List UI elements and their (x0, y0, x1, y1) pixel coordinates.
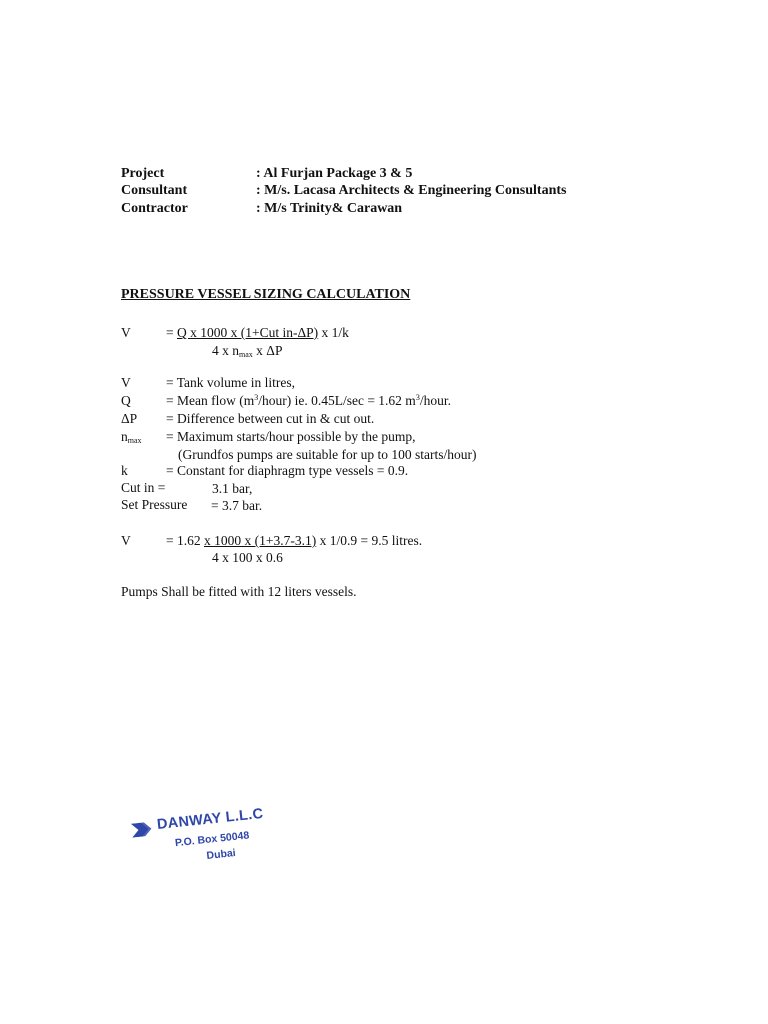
calc-pre: = 1.62 (166, 533, 204, 548)
formula-denominator-sub: max (239, 350, 253, 359)
def-text-q-pre: = Mean flow (m (166, 393, 255, 408)
def-text-q (166, 393, 451, 409)
calc-numerator: x 1000 x (1+3.7-3.1) (204, 533, 317, 548)
calc-symbol: V (121, 533, 131, 548)
conclusion-text: Pumps Shall be fitted with 12 liters vessels. (121, 584, 357, 599)
formula-line (166, 324, 349, 341)
def-symbol-v: V (121, 375, 131, 390)
page-title: PRESSURE VESSEL SIZING CALCULATION (121, 287, 411, 302)
def-symbol-cutin: Cut in = (121, 480, 166, 495)
stamp-company: DANWAY L.L.C (156, 805, 265, 833)
def-text-dp: = Difference between cut in & cut out. (166, 411, 375, 426)
calc-tail: x 1/0.9 = 9.5 litres. (316, 533, 423, 548)
formula-denominator-pre: 4 x n (212, 343, 239, 358)
def-text-q-sup2: 3 (415, 393, 420, 402)
formula-tail: x 1/k (318, 325, 349, 340)
calc-line (166, 532, 422, 549)
def-text-nmax: = Maximum starts/hour possible by the pump, (166, 429, 416, 444)
formula-denominator-post: x ΔP (252, 343, 283, 358)
def-text-nmax-note: (Grundfos pumps are suitable for up to 100 starts/hour) (178, 447, 477, 462)
def-text-q-mid: /hour) ie. 0.45L/sec = 1.62 m (258, 393, 416, 408)
def-text-q-sup1: 3 (254, 393, 259, 402)
contractor-label: Contractor (121, 201, 188, 216)
def-symbol-k: k (121, 463, 128, 478)
def-text-q-post: /hour. (419, 393, 451, 408)
calc-denominator: 4 x 100 x 0.6 (212, 550, 283, 565)
formula-eq: = (166, 325, 174, 340)
def-symbol-nmax-pre: n (121, 429, 128, 444)
formula-denominator (212, 342, 282, 359)
consultant-label: Consultant (121, 183, 188, 198)
stamp-pobox: P.O. Box 50048 (174, 829, 250, 850)
consultant-value: : M/s. Lacasa Architects & Engineering Consultants (256, 183, 567, 198)
project-label: Project (121, 166, 165, 181)
danway-logo-icon (131, 821, 156, 837)
contractor-value: : M/s Trinity& Carawan (256, 201, 403, 216)
def-symbol-q: Q (121, 393, 131, 408)
project-value: : Al Furjan Package 3 & 5 (256, 166, 413, 181)
def-symbol-dp: ΔP (121, 411, 138, 426)
formula-symbol: V (121, 325, 131, 340)
def-symbol-nmax (121, 429, 142, 445)
stamp-city: Dubai (205, 846, 237, 862)
def-text-k: = Constant for diaphragm type vessels = 0.9. (166, 463, 409, 478)
company-stamp (128, 798, 303, 875)
def-text-cutin: 3.1 bar, (212, 481, 253, 496)
def-text-setpressure: = 3.7 bar. (211, 498, 263, 513)
formula-numerator: Q x 1000 x (1+Cut in-ΔP) (177, 325, 319, 340)
def-symbol-setpressure: Set Pressure (121, 497, 188, 512)
def-symbol-nmax-sub: max (127, 436, 142, 445)
def-text-v: = Tank volume in litres, (166, 375, 296, 390)
